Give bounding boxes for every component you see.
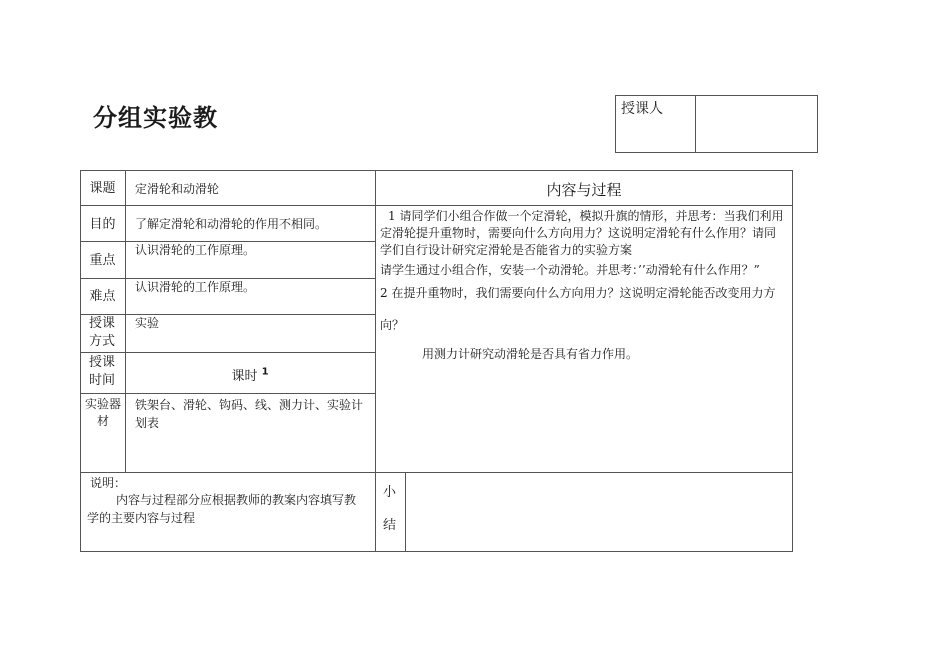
bottom-section-divider [80,472,793,473]
goal-value: 了解定滑轮和动滑轮的作用不相同。 [135,217,328,231]
key-value: 认识滑轮的工作原理。 [135,243,256,257]
time-value: 课时 [231,369,258,384]
row-divider [80,314,375,315]
content-paragraph-3b: 向？ [380,318,405,332]
content-column-divider [375,170,376,552]
row-divider [80,352,375,353]
note-label: 说明： [90,476,127,490]
note-value: 内容与过程部分应根据教师的教案内容填写教学的主要内容与过程 [87,493,357,525]
time-label: 授课时间 [88,355,115,388]
topic-label: 课题 [89,181,116,196]
teacher-divider [695,95,696,153]
page-title: 分组实验教 [93,104,218,132]
summary-label-1: 小 [383,485,397,500]
method-value: 实验 [135,316,160,330]
time-count: 1 [261,366,269,378]
content-paragraph-1: 1 请同学们小组合作做一个定滑轮，模拟升旗的情形，并思考：当我们利用定滑轮提升重物时，需要向什么方向用力？这说明定滑轮有什么作用？请同学们自行设计研究定滑轮是否能省力的实验方案 [380,209,784,257]
row-divider [80,205,375,206]
content-paragraph-3: 2 在提升重物时，我们需要向什么方向用力？这说明定滑轮能否改变用力方 [380,286,776,300]
time-value-wrap [125,365,375,384]
difficulty-label: 难点 [89,289,116,304]
equipment-label: 实验器材 [84,397,121,428]
content-paragraph-4: 用测力计研究动滑轮是否具有省力作用。 [422,347,639,361]
row-divider [80,393,375,394]
label-column-divider [125,170,126,472]
content-paragraph-2: 请学生通过小组合作，安装一个动滑轮。并思考：’’动滑轮有什么作用？” [380,263,760,277]
goal-label: 目的 [89,217,116,232]
equipment-value: 铁架台、滑轮、钩码、线、测力计、实验计划表 [135,398,364,430]
teacher-value[interactable] [700,98,812,148]
content-header: 内容与过程 [546,181,622,199]
summary-value[interactable] [410,476,788,548]
teacher-label: 授课人 [621,101,663,117]
topic-value: 定滑轮和动滑轮 [135,182,220,196]
key-label: 重点 [89,253,116,268]
summary-label-2: 结 [383,518,397,533]
difficulty-value: 认识滑轮的工作原理。 [135,280,256,294]
method-label: 授课方式 [88,316,115,349]
content-header-divider [375,205,793,206]
summary-divider [405,472,406,552]
